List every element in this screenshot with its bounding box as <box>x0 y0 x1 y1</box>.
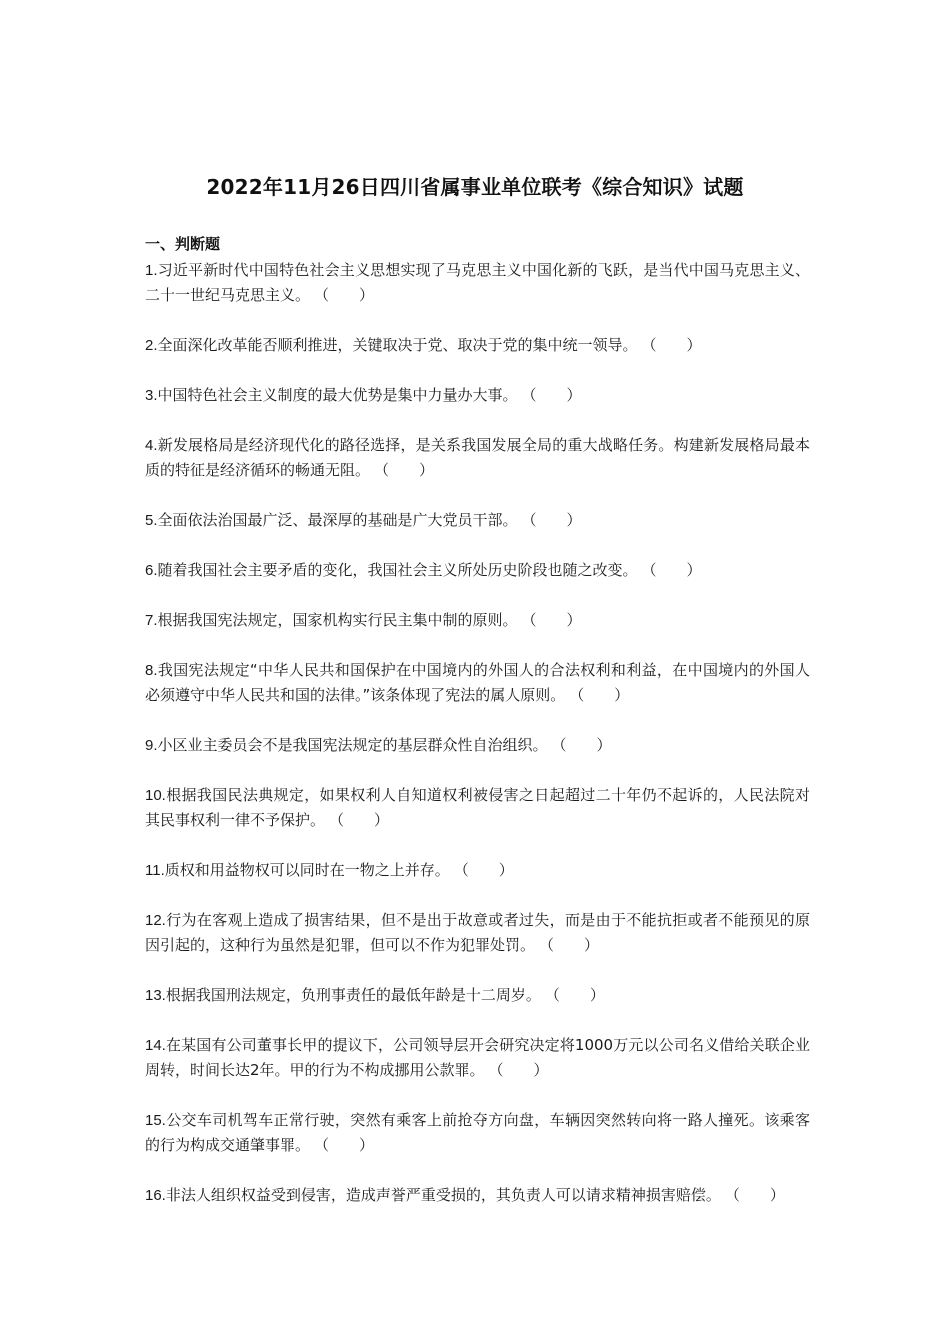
question-number: 14. <box>145 1037 166 1054</box>
answer-blank: （ ） <box>521 386 582 404</box>
page-title: 2022年11月26日四川省属事业单位联考《综合知识》试题 <box>206 175 744 199</box>
question-text: 随着我国社会主要矛盾的变化，我国社会主义所处历史阶段也随之改变。 <box>157 561 638 579</box>
question-text: 质权和用益物权可以同时在一物之上并存。 <box>164 861 450 879</box>
question-number: 15. <box>145 1112 166 1129</box>
question-text: 根据我国民法典规定，如果权利人自知道权利被侵害之日起超过二十年仍不起诉的，人民法院对其民事权利一律不予保护。 <box>145 786 810 829</box>
answer-blank: （ ） <box>569 686 630 704</box>
question-text: 我国宪法规定“中华人民共和国保护在中国境内的外国人的合法权利和利益，在中国境内的外国人必须遵守中华人民共和国的法律。”该条体现了宪法的属人原则。 <box>145 661 810 704</box>
question-text: 非法人组织权益受到侵害，造成声誉严重受损的，其负责人可以请求精神损害赔偿。 <box>165 1186 721 1204</box>
answer-blank: （ ） <box>521 611 582 629</box>
question-number: 12. <box>145 912 166 929</box>
question-number: 10. <box>145 787 166 804</box>
answer-blank: （ ） <box>453 861 514 879</box>
question-9 <box>145 733 810 758</box>
question-10 <box>145 783 810 833</box>
question-text: 中国特色社会主义制度的最大优势是集中力量办大事。 <box>157 386 518 404</box>
question-5 <box>145 508 810 533</box>
answer-blank: （ ） <box>539 936 600 954</box>
answer-blank: （ ） <box>521 511 582 529</box>
question-text: 全面深化改革能否顺利推进，关键取决于党、取决于党的集中统一领导。 <box>157 336 638 354</box>
question-number: 13. <box>145 987 166 1004</box>
question-7 <box>145 608 810 633</box>
question-number: 4. <box>145 437 158 454</box>
section-heading: 一、判断题 <box>145 235 221 253</box>
answer-blank: （ ） <box>724 1186 785 1204</box>
question-text: 根据我国刑法规定，负刑事责任的最低年龄是十二周岁。 <box>165 986 541 1004</box>
question-number: 1. <box>145 262 158 279</box>
question-list <box>145 258 810 1233</box>
answer-blank: （ ） <box>544 986 605 1004</box>
question-number: 8. <box>145 662 158 679</box>
question-text: 习近平新时代中国特色社会主义思想实现了马克思主义中国化新的飞跃，是当代中国马克思主义、二十一世纪马克思主义。 <box>145 261 810 304</box>
question-8 <box>145 658 810 708</box>
answer-blank: （ ） <box>551 736 612 754</box>
question-11 <box>145 858 810 883</box>
question-2 <box>145 333 810 358</box>
question-text: 公交车司机驾车正常行驶，突然有乘客上前抢夺方向盘，车辆因突然转向将一路人撞死。该乘客的行为构成交通肇事罪。 <box>145 1111 810 1154</box>
question-number: 11. <box>145 862 165 879</box>
question-6 <box>145 558 810 583</box>
question-number: 9. <box>145 737 158 754</box>
question-number: 3. <box>145 387 158 404</box>
question-text: 根据我国宪法规定，国家机构实行民主集中制的原则。 <box>157 611 518 629</box>
question-number: 6. <box>145 562 158 579</box>
question-text: 行为在客观上造成了损害结果，但不是出于故意或者过失，而是由于不能抗拒或者不能预见的原因引起的，这种行为虽然是犯罪，但可以不作为犯罪处罚。 <box>145 911 810 954</box>
answer-blank: （ ） <box>641 561 702 579</box>
question-15 <box>145 1108 810 1158</box>
answer-blank: （ ） <box>329 811 390 829</box>
question-12 <box>145 908 810 958</box>
question-text: 在某国有公司董事长甲的提议下，公司领导层开会研究决定将1000万元以公司名义借给关联企业周转，时间长达2年。甲的行为不构成挪用公款罪。 <box>145 1036 810 1079</box>
question-number: 16. <box>145 1187 166 1204</box>
question-text: 小区业主委员会不是我国宪法规定的基层群众性自治组织。 <box>157 736 548 754</box>
question-16 <box>145 1183 810 1208</box>
question-number: 7. <box>145 612 158 629</box>
question-text: 新发展格局是经济现代化的路径选择，是关系我国发展全局的重大战略任务。构建新发展格局最本质的特征是经济循环的畅通无阻。 <box>145 436 810 479</box>
question-3 <box>145 383 810 408</box>
question-4 <box>145 433 810 483</box>
answer-blank: （ ） <box>314 286 375 304</box>
question-13 <box>145 983 810 1008</box>
question-1 <box>145 258 810 308</box>
answer-blank: （ ） <box>488 1061 549 1079</box>
question-number: 5. <box>145 512 158 529</box>
answer-blank: （ ） <box>374 461 435 479</box>
question-number: 2. <box>145 337 158 354</box>
answer-blank: （ ） <box>641 336 702 354</box>
question-text: 全面依法治国最广泛、最深厚的基础是广大党员干部。 <box>157 511 518 529</box>
question-14 <box>145 1033 810 1083</box>
answer-blank: （ ） <box>314 1136 375 1154</box>
